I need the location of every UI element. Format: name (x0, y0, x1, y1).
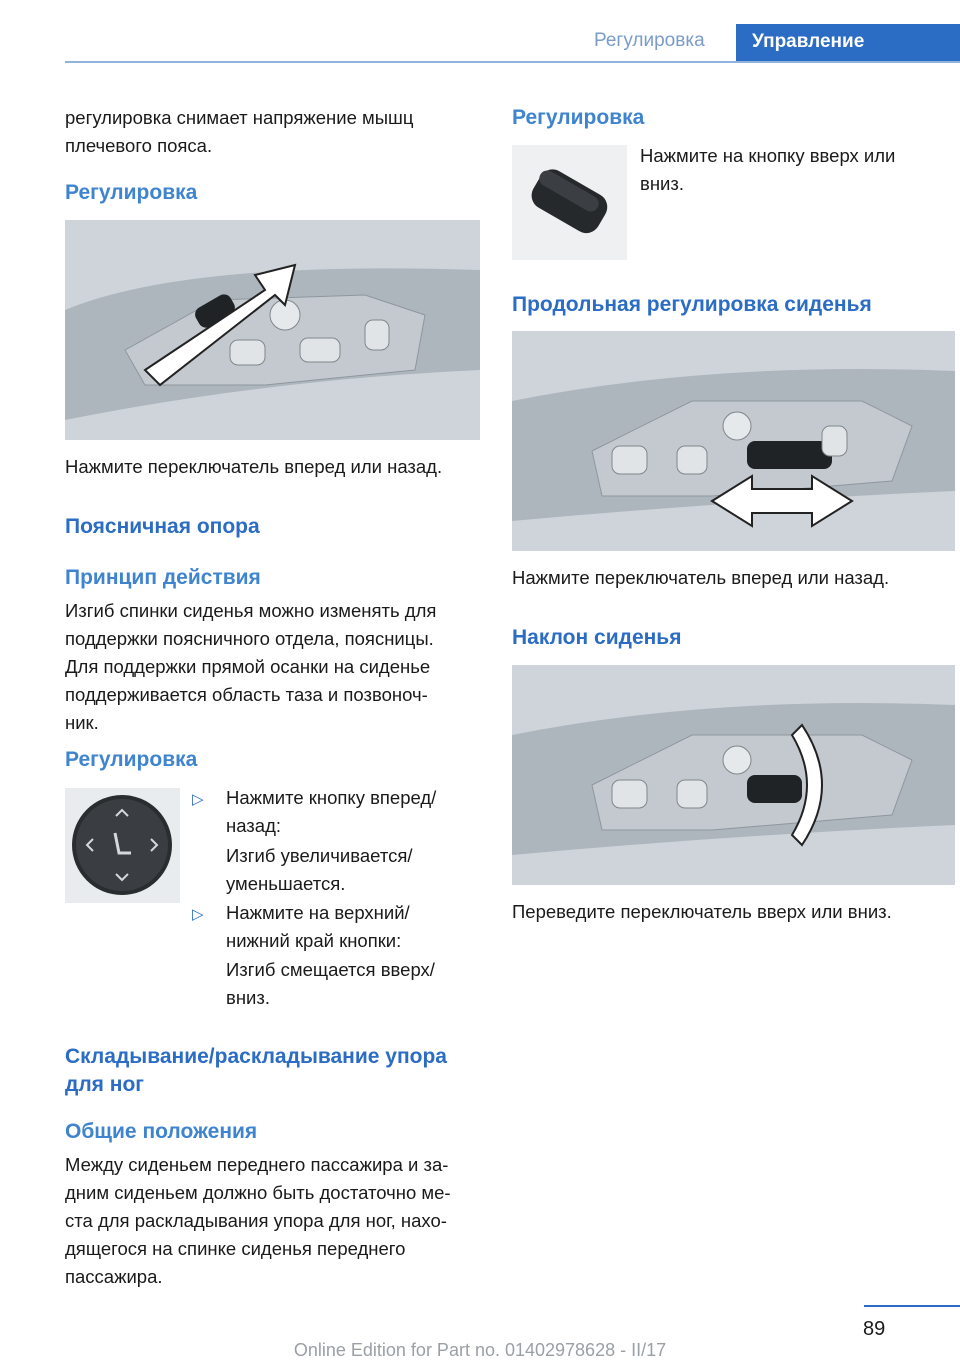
subsection-heading: Принцип действия (65, 566, 261, 589)
body-line: поддерживается область таза и позвоноч- (65, 684, 428, 705)
header-section: Регулировка (594, 30, 705, 51)
bullet-line: нижний край кнопки: (226, 930, 402, 951)
bullet-sub: уменьшается. (226, 873, 346, 894)
page-number: 89 (863, 1318, 886, 1340)
seat-backrest-switch-photo (65, 220, 480, 440)
body-line: дящегося на спинке сиденья переднего (65, 1238, 406, 1259)
body-line: Нажмите на кнопку вверх или (640, 145, 896, 166)
bullet-sub: вниз. (226, 987, 271, 1008)
intro-line: плечевого пояса. (65, 135, 213, 156)
footer-edition: Online Edition for Part no. 01402978628 - II/17 (293, 1340, 667, 1360)
headrest-button-photo (512, 145, 627, 260)
body-line: Для поддержки прямой осанки на сиденье (65, 656, 431, 677)
section-heading: Складывание/раскладывание упора (65, 1045, 447, 1068)
section-heading: Наклон сиденья (512, 626, 682, 649)
body-line: вниз. (640, 173, 685, 194)
body-line: ник. (65, 712, 99, 733)
photo-caption: Нажмите переключатель вперед или назад. (512, 567, 890, 588)
section-heading: для ног (65, 1073, 145, 1096)
section-heading: Поясничная опора (65, 515, 260, 538)
bullet-sub: Изгиб смещается вверх/ (226, 959, 435, 980)
footer-divider (864, 1305, 960, 1307)
body-line: поддержки поясничного отдела, поясницы. (65, 628, 434, 649)
bullet-triangle-icon: ▷ (192, 791, 204, 808)
header-divider (65, 61, 960, 63)
intro-line: регулировка снимает напряжение мышц (65, 107, 414, 128)
subsection-heading: Общие положения (65, 1120, 258, 1143)
bullet-sub: Изгиб увеличивается/ (226, 845, 413, 866)
body-line: Между сиденьем переднего пассажира и за- (65, 1154, 449, 1175)
section-heading: Регулировка (65, 181, 198, 204)
bullet-line: Нажмите кнопку вперед/ (226, 787, 437, 808)
bullet-line: назад: (226, 815, 282, 836)
lumbar-button-photo (65, 788, 180, 903)
header-chapter-tab (736, 24, 960, 61)
body-line: пассажира. (65, 1266, 163, 1287)
body-line: дним сиденьем должно быть достаточно ме- (65, 1182, 451, 1203)
header-chapter-label: Управление (752, 31, 865, 52)
subsection-heading: Регулировка (512, 106, 645, 129)
subsection-heading: Регулировка (65, 748, 198, 771)
photo-caption: Нажмите переключатель вперед или назад. (65, 456, 443, 477)
body-line: Изгиб спинки сиденья можно изменять для (65, 600, 437, 621)
bullet-line: Нажмите на верхний/ (226, 902, 410, 923)
seat-tilt-switch-photo (512, 665, 955, 885)
seat-longitudinal-switch-photo (512, 331, 955, 551)
photo-caption: Переведите переключатель вверх или вниз. (512, 901, 892, 922)
body-line: ста для раскладывания упора для ног, нахо- (65, 1210, 447, 1231)
section-heading: Продольная регулировка сиденья (512, 293, 872, 316)
bullet-triangle-icon: ▷ (192, 906, 204, 923)
